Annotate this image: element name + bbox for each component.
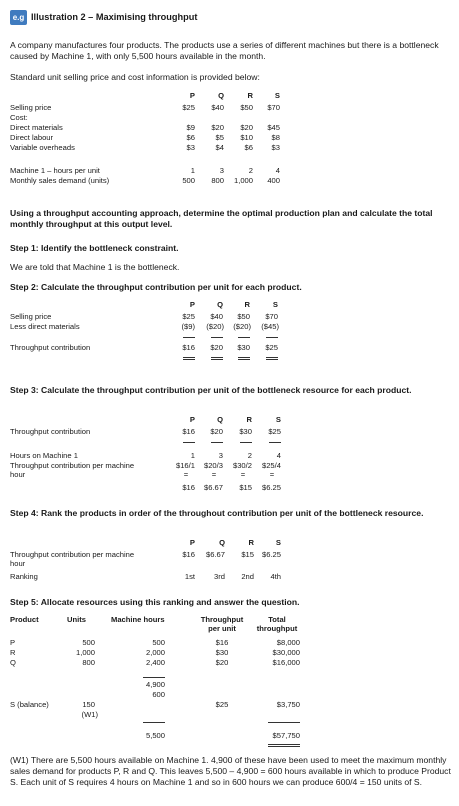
cell: $45 xyxy=(267,123,280,132)
page-title: Illustration 2 – Maximising throughput xyxy=(31,12,198,22)
cell: $8 xyxy=(271,133,280,142)
row-label: Monthly sales demand (units) xyxy=(10,176,110,185)
rule xyxy=(266,357,278,358)
rule xyxy=(143,722,165,723)
units-cell: 800 xyxy=(82,658,95,667)
cell: 1 xyxy=(190,166,195,175)
units-cell: 1,000 xyxy=(75,648,95,657)
row-label: Selling price xyxy=(10,103,52,112)
col-header-p: P xyxy=(189,300,195,309)
cell: $16/1 xyxy=(175,461,195,470)
equals-sign: = xyxy=(211,470,217,479)
row-label: Ranking xyxy=(10,572,38,581)
rule xyxy=(240,442,252,443)
cell: $4 xyxy=(215,143,224,152)
step4-title: Step 4: Rank the products in order of the throughout contribution per unit of the bottleneck resource. xyxy=(10,508,424,518)
cell: $15 xyxy=(239,483,252,492)
cell: ($20) xyxy=(233,322,251,331)
col-header-s: S xyxy=(275,538,281,547)
cell: 2nd xyxy=(241,572,254,581)
rule xyxy=(183,442,195,443)
cell: $10 xyxy=(240,133,253,142)
rule xyxy=(266,337,278,338)
cell: $16 xyxy=(182,343,195,352)
col-header-p: P xyxy=(189,415,195,424)
intro-text: A company manufactures four products. The products use a series of different machines but there is a bottleneck caused by Machine 1, with only 5,500 hours available in the month. xyxy=(10,40,439,61)
cell: $5 xyxy=(215,133,224,142)
row-label: Throughput contribution xyxy=(10,343,91,352)
rule xyxy=(211,442,223,443)
col-header-product: Product xyxy=(10,615,39,624)
col-header-s: S xyxy=(275,415,281,424)
cell: 1,000 xyxy=(233,176,253,185)
tpu-cell: $16 xyxy=(215,638,229,647)
cell: $16 xyxy=(182,550,195,559)
cell: $30 xyxy=(237,343,250,352)
total-hours: 5,500 xyxy=(145,731,165,740)
w1-note: (W1) There are 5,500 hours available on Machine 1. 4,900 of these have been used to meet the maximum monthly sales demand for products P, R and Q. This leaves 5,500 – 4,900 = 600 hours available in which to produce Product S. Each unit of S requires 4 hours on Machine 1 and so in 600 hours we can produce 600/4 = 150 units of S. xyxy=(10,755,451,787)
cell: 4 xyxy=(275,166,280,175)
row-label: Throughput contribution xyxy=(10,427,91,436)
tpu-cell: $25 xyxy=(215,700,229,709)
step1-title: Step 1: Identify the bottleneck constraint. xyxy=(10,243,179,253)
row-label: Selling price xyxy=(10,312,52,321)
cell: $30 xyxy=(239,427,252,436)
cell: $6.25 xyxy=(261,483,281,492)
cell: $6 xyxy=(244,143,253,152)
tpu-cell: $30 xyxy=(215,648,229,657)
step1-text: We are told that Machine 1 is the bottleneck. xyxy=(10,262,180,272)
total-cell: $16,000 xyxy=(272,658,300,667)
example-badge-icon: e.g xyxy=(10,10,27,25)
step3-title: Step 3: Calculate the throughput contribution per unit of the bottleneck resource for each product. xyxy=(10,385,412,395)
rule xyxy=(268,722,300,723)
equals-sign: = xyxy=(183,470,189,479)
cell: $20 xyxy=(210,427,223,436)
product-cell: Q xyxy=(10,658,16,667)
cell: 3 xyxy=(219,166,224,175)
cell: $3 xyxy=(186,143,195,152)
row-label: Cost: xyxy=(10,113,28,122)
cell: $6.67 xyxy=(205,550,225,559)
cell: $25 xyxy=(268,427,281,436)
col-header-r: R xyxy=(244,300,250,309)
col-header-r: R xyxy=(248,538,254,547)
col-header-q: Q xyxy=(219,538,225,547)
rule xyxy=(268,746,300,747)
rule xyxy=(183,337,195,338)
cell: $16 xyxy=(182,427,195,436)
hours-cell: 500 xyxy=(152,638,165,647)
row-label: Hours on Machine 1 xyxy=(10,451,78,460)
cell: $20 xyxy=(210,343,223,352)
cell: $16 xyxy=(182,483,195,492)
cell: $9 xyxy=(186,123,195,132)
row-label: Throughput contribution per machine xyxy=(10,550,135,559)
col-header-per-unit: per unit xyxy=(208,624,236,633)
question-text: Using a throughput accounting approach, determine the optimal production plan and calculate the total monthly throughput at this output level. xyxy=(10,208,433,229)
rule xyxy=(266,359,278,360)
hours-cell: 600 xyxy=(152,690,165,699)
row-label: Direct materials xyxy=(10,123,63,132)
cell: $40 xyxy=(210,312,223,321)
cell: $40 xyxy=(211,103,224,112)
cell: $25/4 xyxy=(261,461,281,470)
units-cell: 500 xyxy=(82,638,95,647)
cell: $20 xyxy=(211,123,224,132)
cell: $15 xyxy=(241,550,254,559)
rule xyxy=(211,337,223,338)
product-cell: S (balance) xyxy=(10,700,49,709)
col-header-machine-hours: Machine hours xyxy=(111,615,165,624)
units-cell: 150 xyxy=(82,700,95,709)
cell: 2 xyxy=(248,166,253,175)
equals-sign: = xyxy=(269,470,275,479)
cell: $50 xyxy=(240,103,253,112)
cell: $70 xyxy=(265,312,278,321)
row-label: Machine 1 – hours per unit xyxy=(10,166,100,175)
cell: 800 xyxy=(211,176,224,185)
col-header-r: R xyxy=(247,91,253,100)
product-cell: P xyxy=(10,638,16,647)
hours-cell: 2,400 xyxy=(145,658,165,667)
col-header-p: P xyxy=(189,91,195,100)
row-label: hour xyxy=(10,470,26,479)
rule xyxy=(183,357,195,358)
row-label: Throughput contribution per machine xyxy=(10,461,135,470)
row-label: Less direct materials xyxy=(10,322,80,331)
cell: 400 xyxy=(267,176,280,185)
cell: $6.67 xyxy=(203,483,223,492)
total-cell: $8,000 xyxy=(276,638,300,647)
cell: ($20) xyxy=(206,322,224,331)
col-header-q: Q xyxy=(217,415,223,424)
cell: 4th xyxy=(270,572,281,581)
cell: $20 xyxy=(240,123,253,132)
row-label: Variable overheads xyxy=(10,143,75,152)
cell: 2 xyxy=(247,451,252,460)
cell: $30/2 xyxy=(232,461,252,470)
col-header-throughput: Throughput xyxy=(200,615,244,624)
cell: ($9) xyxy=(181,322,195,331)
col-header-r: R xyxy=(246,415,252,424)
rule xyxy=(183,359,195,360)
total-throughput: $57,750 xyxy=(272,731,300,740)
cell: 3rd xyxy=(214,572,225,581)
col-header-p: P xyxy=(189,538,195,547)
product-cell: R xyxy=(10,648,16,657)
rule xyxy=(268,744,300,745)
col-header-s: S xyxy=(272,300,278,309)
cell: $3 xyxy=(271,143,280,152)
col-header-s: S xyxy=(274,91,280,100)
col-header-q: Q xyxy=(217,300,223,309)
rule xyxy=(211,357,223,358)
rule xyxy=(211,359,223,360)
step2-title: Step 2: Calculate the throughput contribution per unit for each product. xyxy=(10,282,302,292)
col-header-units: Units xyxy=(67,615,86,624)
cell: 1st xyxy=(184,572,195,581)
row-label: Direct labour xyxy=(10,133,54,142)
total-cell: $3,750 xyxy=(276,700,300,709)
cell: 4 xyxy=(276,451,281,460)
cell: $25 xyxy=(265,343,278,352)
total-cell: $30,000 xyxy=(272,648,300,657)
rule xyxy=(238,357,250,358)
hours-cell: 2,000 xyxy=(145,648,165,657)
row-label: hour xyxy=(10,559,26,568)
cell: $6 xyxy=(186,133,195,142)
rule xyxy=(238,359,250,360)
cell: 3 xyxy=(218,451,223,460)
cell: $25 xyxy=(182,103,195,112)
rule xyxy=(143,677,165,678)
cell: $20/3 xyxy=(203,461,223,470)
tpu-cell: $20 xyxy=(215,658,229,667)
standard-intro: Standard unit selling price and cost information is provided below: xyxy=(10,72,260,82)
cell: ($45) xyxy=(261,322,279,331)
equals-sign: = xyxy=(240,470,246,479)
cell: 500 xyxy=(182,176,195,185)
w1-ref: (W1) xyxy=(81,710,98,719)
subtotal-hours: 4,900 xyxy=(145,680,165,689)
cell: $6.25 xyxy=(261,550,281,559)
step5-title: Step 5: Allocate resources using this ranking and answer the question. xyxy=(10,597,300,607)
cell: 1 xyxy=(190,451,195,460)
cell: $70 xyxy=(267,103,280,112)
rule xyxy=(269,442,281,443)
rule xyxy=(238,337,250,338)
col-header-total-throughput: throughput xyxy=(256,624,298,633)
col-header-total: Total xyxy=(268,615,286,624)
cell: $25 xyxy=(182,312,195,321)
col-header-q: Q xyxy=(218,91,224,100)
cell: $50 xyxy=(237,312,250,321)
